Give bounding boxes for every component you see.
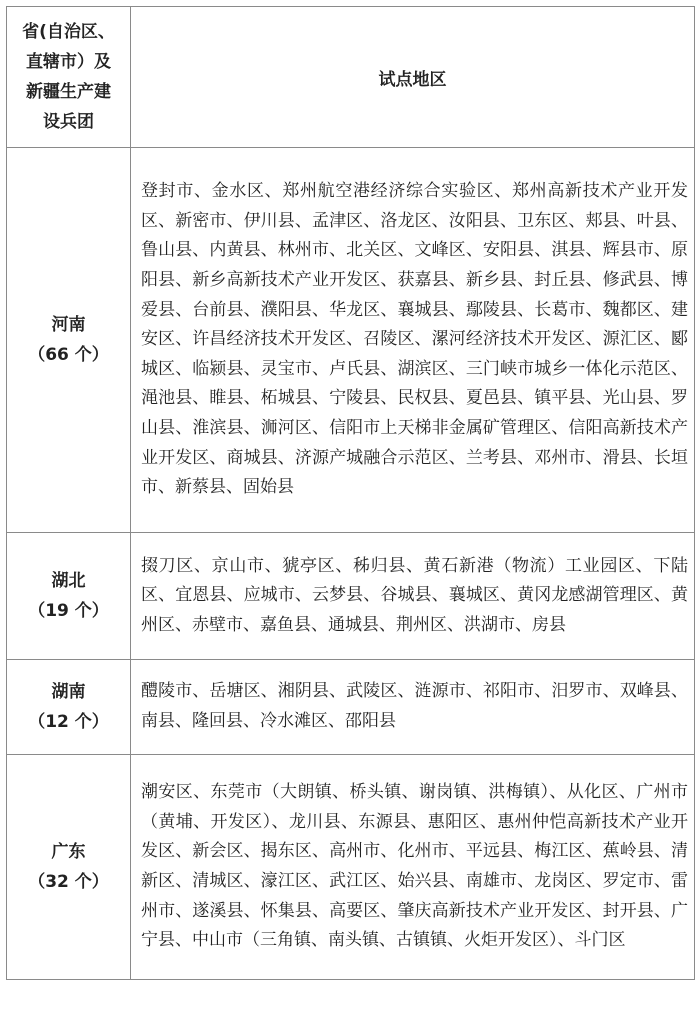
province-name: 广东 [51, 842, 86, 862]
table-row-henan [7, 148, 695, 533]
province-count: （66 个） [28, 345, 109, 365]
table-header-row [7, 7, 695, 148]
province-cell [7, 755, 131, 980]
pilot-areas-table [6, 6, 695, 980]
areas-cell: 掇刀区、京山市、猇亭区、秭归县、黄石新港（物流）工业园区、下陆区、宜恩县、应城市、云梦县、谷城县、襄城区、黄冈龙感湖管理区、黄州区、赤壁市、嘉鱼县、通城县、荆州区、洪湖市、房县 [131, 533, 695, 660]
province-count: （12 个） [28, 712, 109, 732]
header-province-line: 省(自治区、 [22, 22, 115, 42]
province-cell [7, 148, 131, 533]
areas-cell: 醴陵市、岳塘区、湘阴县、武陵区、涟源市、祁阳市、汨罗市、双峰县、南县、隆回县、冷水滩区、邵阳县 [131, 660, 695, 755]
province-name: 河南 [51, 315, 86, 335]
areas-cell: 潮安区、东莞市（大朗镇、桥头镇、谢岗镇、洪梅镇）、从化区、广州市（黄埔、开发区）、龙川县、东源县、惠阳区、惠州仲恺高新技术产业开发区、新会区、揭东区、高州市、化州市、平远县、梅江区、蕉岭县、清新区、清城区、濠江区、武江区、始兴县、南雄市、龙岗区、罗定市、雷州市、遂溪县、怀集县、高要区、肇庆高新技术产业开发区、封开县、广宁县、中山市（三角镇、南头镇、古镇镇、火炬开发区）、斗门区 [131, 755, 695, 980]
table-row-hubei [7, 533, 695, 660]
areas-cell: 登封市、金水区、郑州航空港经济综合实验区、郑州高新技术产业开发区、新密市、伊川县、孟津区、洛龙区、汝阳县、卫东区、郏县、叶县、鲁山县、内黄县、林州市、北关区、文峰区、安阳县、淇县、辉县市、原阳县、新乡高新技术产业开发区、获嘉县、新乡县、封丘县、修武县、博爱县、台前县、濮阳县、华龙区、襄城县、鄢陵县、长葛市、魏都区、建安区、许昌经济技术开发区、召陵区、漯河经济技术开发区、源汇区、郾城区、临颍县、灵宝市、卢氏县、湖滨区、三门峡市城乡一体化示范区、渑池县、睢县、柘城县、宁陵县、民权县、夏邑县、镇平县、光山县、罗山县、淮滨县、浉河区、信阳市上天梯非金属矿管理区、信阳高新技术产业开发区、商城县、济源产城融合示范区、兰考县、邓州市、滑县、长垣市、新蔡县、固始县 [131, 148, 695, 533]
header-province-line: 直辖市）及 [26, 52, 111, 72]
header-province-line: 设兵团 [43, 112, 94, 132]
header-pilot-areas-column: 试点地区 [131, 7, 695, 148]
province-name: 湖北 [51, 571, 86, 591]
province-count: （32 个） [28, 872, 109, 892]
header-province-line: 新疆生产建 [26, 82, 111, 102]
province-name: 湖南 [51, 682, 86, 702]
province-count: （19 个） [28, 601, 109, 621]
province-cell [7, 660, 131, 755]
table-row-guangdong [7, 755, 695, 980]
header-province-column [7, 7, 131, 148]
table-row-hunan [7, 660, 695, 755]
province-cell [7, 533, 131, 660]
